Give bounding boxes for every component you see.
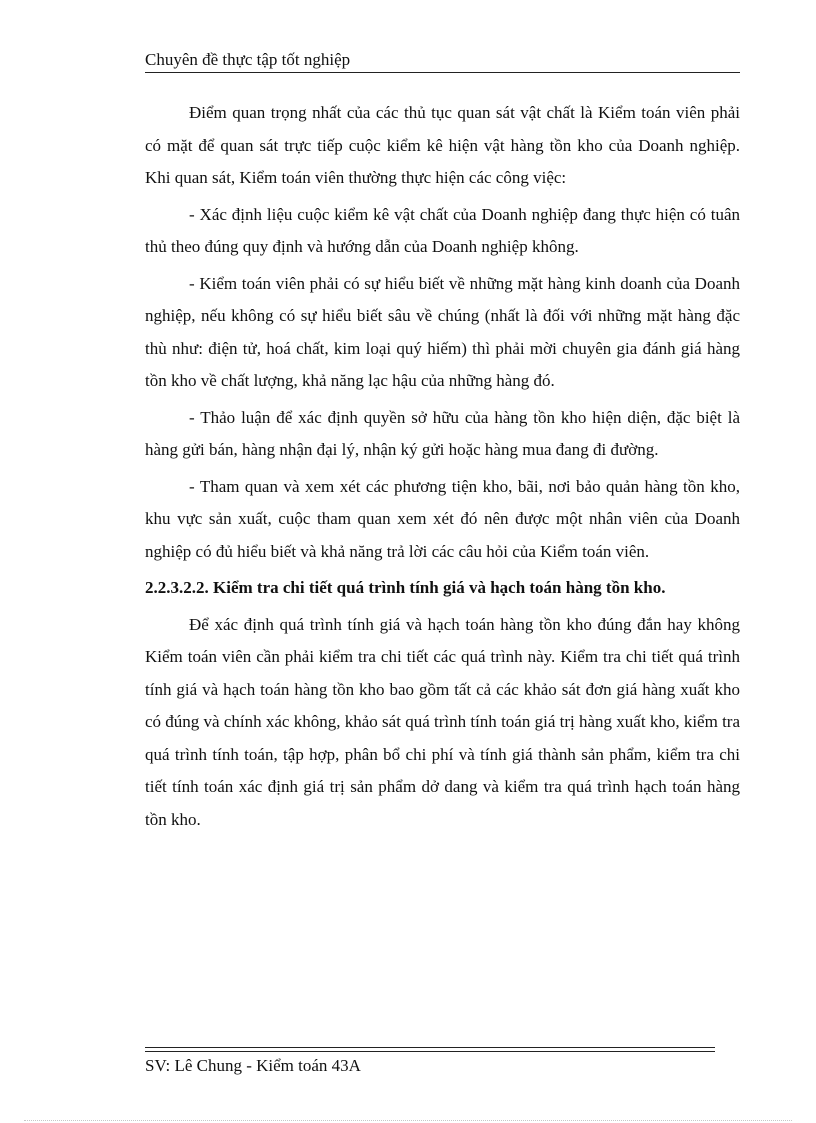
list-item: - Xác định liệu cuộc kiểm kê vật chất của Doanh nghiệp đang thực hiện có tuân thủ theo đúng quy định và hướng dẫn của Doanh nghiệp không. — [145, 204, 740, 256]
footer-text: SV: Lê Chung - Kiểm toán 43A — [145, 1056, 361, 1075]
document-body — [145, 97, 740, 840]
section-heading: 2.2.3.2.2. Kiểm tra chi tiết quá trình tính giá và hạch toán hàng tồn kho. — [145, 578, 666, 597]
page-edge-divider — [24, 1120, 792, 1121]
body-paragraph: Để xác định quá trình tính giá và hạch toán hàng tồn kho đúng đắn hay không Kiểm toán viên cần phải kiểm tra chi tiết các quá trình này. Kiểm tra chi tiết quá trình tính giá và hạch toán hàng tồn kho bao gồm tất cả các khảo sát đơn giá hàng xuất kho có đúng và chính xác không, khảo sát quá trình tính toán giá trị hàng xuất kho, kiểm tra quá trình tính toán, tập hợp, phân bổ chi phí và tính giá thành sản phẩm, kiểm tra chi tiết tính toán xác định giá trị sản phẩm dở dang và kiểm tra quá trình hạch toán hàng tồn kho. — [145, 614, 740, 829]
list-item: - Tham quan và xem xét các phương tiện kho, bãi, nơi bảo quản hàng tồn kho, khu vực sản xuất, cuộc tham quan xem xét đó nên được một nhân viên của Doanh nghiệp có đủ hiểu biết và khả năng trả lời các câu hỏi của Kiểm toán viên. — [145, 476, 740, 561]
footer-divider — [145, 1047, 715, 1048]
list-item: - Kiểm toán viên phải có sự hiểu biết về những mặt hàng kinh doanh của Doanh nghiệp, nếu không có sự hiểu biết sâu về chúng (nhất là đối với những mặt hàng đặc thù như: điện tử, hoá chất, kim loại quý hiếm) thì phải mời chuyên gia đánh giá hàng tồn kho về chất lượng, khả năng lạc hậu của những hàng đó. — [145, 273, 740, 390]
list-item: - Thảo luận để xác định quyền sở hữu của hàng tồn kho hiện diện, đặc biệt là hàng gửi bán, hàng nhận đại lý, nhận ký gửi hoặc hàng mua đang đi đường. — [145, 407, 740, 459]
body-paragraph: Điểm quan trọng nhất của các thủ tục quan sát vật chất là Kiểm toán viên phải có mặt để quan sát trực tiếp cuộc kiểm kê hiện vật hàng tồn kho của Doanh nghiệp. Khi quan sát, Kiểm toán viên thường thực hiện các công việc: — [145, 103, 740, 187]
page-header — [145, 48, 740, 73]
footer-divider — [145, 1051, 715, 1052]
header-title: Chuyên đề thực tập tốt nghiệp — [145, 50, 351, 69]
